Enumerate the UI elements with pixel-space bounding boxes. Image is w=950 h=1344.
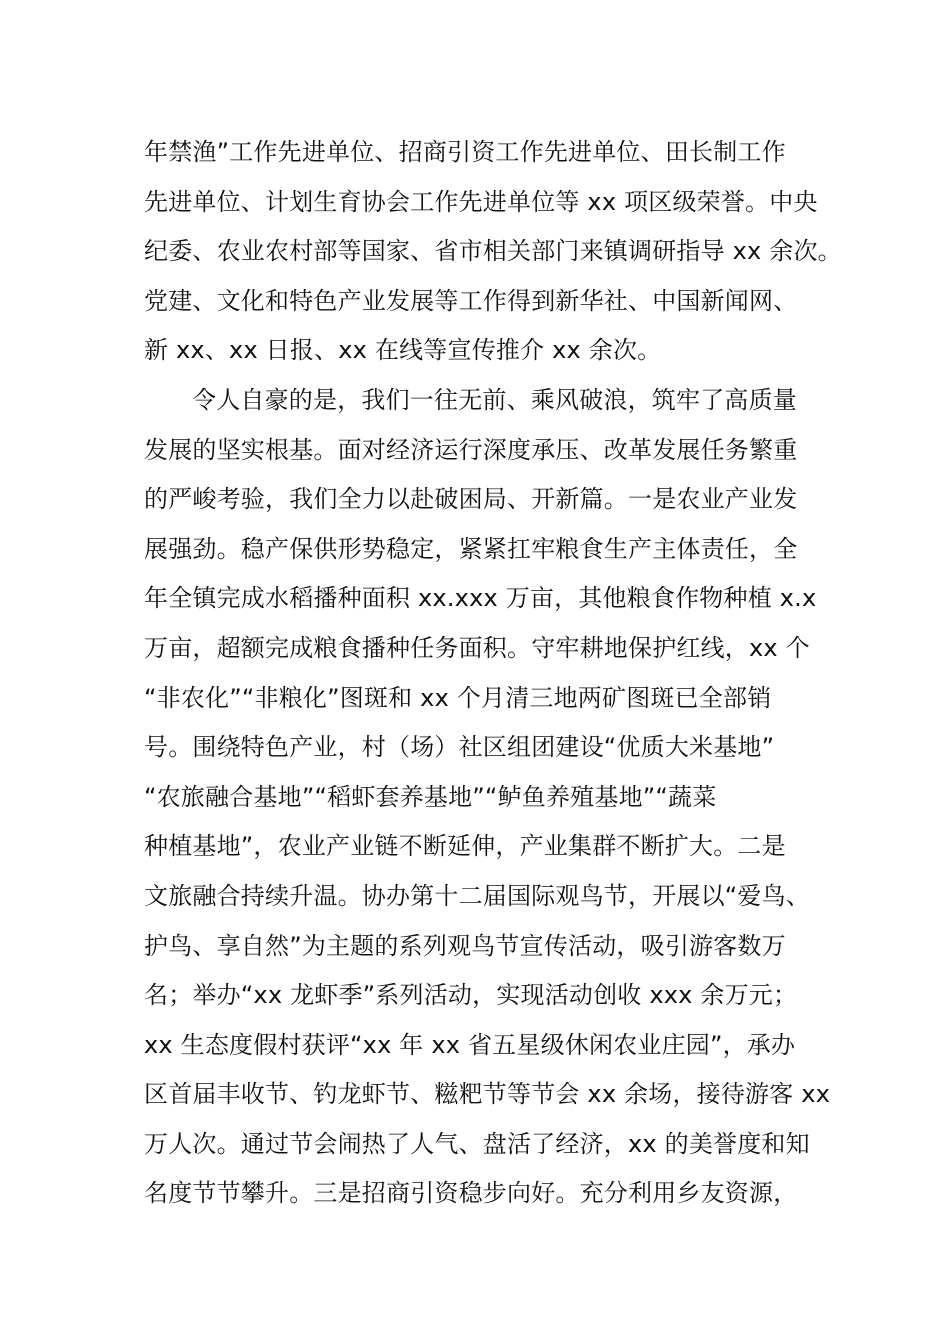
text-line: 发展的坚实根基。面对经济运行深度承压、改革发展任务繁重	[144, 435, 798, 464]
text-line: 号。围绕特色产业，村（场）社区组团建设“优质大米基地”	[144, 733, 775, 762]
text-line: “农旅融合基地”“稻虾套养基地”“鲈鱼养殖基地”“蔬菜	[144, 782, 717, 811]
text-line: 名；举办“xx 龙虾季”系列活动，实现活动创收 xxx 余万元；	[144, 981, 798, 1010]
text-line: 文旅融合持续升温。协办第十二届国际观鸟节，开展以“爱鸟、	[144, 881, 811, 910]
text-line: 万人次。通过节会闹热了人气、盘活了经济，xx 的美誉度和知	[144, 1129, 810, 1158]
text-line: 名度节节攀升。三是招商引资稳步向好。充分利用乡友资源，	[144, 1179, 798, 1208]
text-line: 新 xx、xx 日报、xx 在线等宣传推介 xx 余次。	[144, 336, 662, 365]
text-line: 万亩，超额完成粮食播种任务面积。守牢耕地保护红线，xx 个	[144, 633, 810, 662]
text-line: 护鸟、享自然”为主题的系列观鸟节宣传活动，吸引游客数万	[144, 931, 786, 960]
text-line: 党建、文化和特色产业发展等工作得到新华社、中国新闻网、	[144, 286, 798, 315]
body-text	[144, 128, 842, 1219]
text-line: xx 生态度假村获评“xx 年 xx 省五星级休闲农业庄园”，承办	[144, 1030, 796, 1059]
text-line: 的严峻考验，我们全力以赴破困局、开新篇。一是农业产业发	[144, 485, 798, 514]
text-line: 先进单位、计划生育协会工作先进单位等 xx 项区级荣誉。中央	[144, 187, 818, 216]
text-line: 年全镇完成水稻播种面积 xx.xxx 万亩，其他粮食作物种植 x.x	[144, 584, 817, 613]
text-line: 年禁渔”工作先进单位、招商引资工作先进单位、田长制工作	[144, 138, 786, 166]
text-line: “非农化”“非粮化”图斑和 xx 个月清三地两矿图斑已全部销	[144, 683, 772, 712]
text-line: 展强劲。稳产保供形势稳定，紧紧扛牢粮食生产主体责任，全	[144, 534, 798, 563]
text-line: 纪委、农业农村部等国家、省市相关部门来镇调研指导 xx 余次。	[144, 237, 842, 266]
paragraph-first-line: 令人自豪的是，我们一往无前、乘风破浪，筑牢了高质量	[192, 385, 797, 414]
text-line: 区首届丰收节、钓龙虾节、糍粑节等节会 xx 余场，接待游客 xx	[144, 1080, 831, 1109]
text-line: 种植基地”，农业产业链不断延伸，产业集群不断扩大。二是	[144, 832, 786, 861]
